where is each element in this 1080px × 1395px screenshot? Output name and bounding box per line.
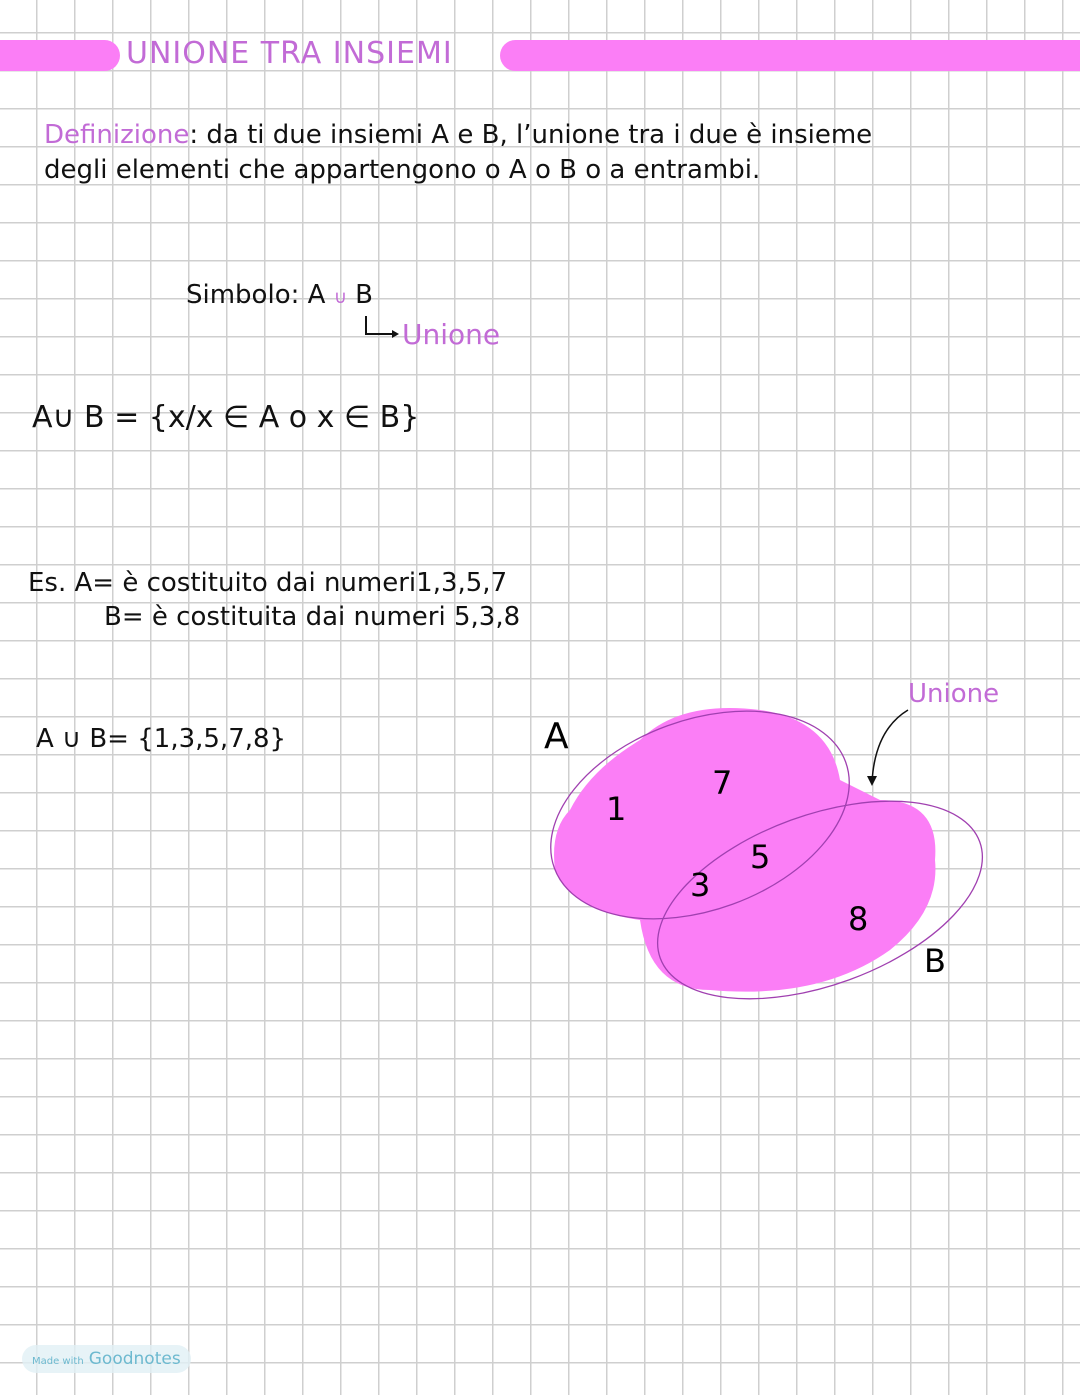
arrow-icon bbox=[362, 314, 402, 340]
union-symbol: ∪ bbox=[333, 287, 347, 308]
definition-line-1 bbox=[44, 120, 872, 150]
union-arrow-label: Unione bbox=[908, 679, 1000, 709]
goodnotes-badge bbox=[22, 1345, 191, 1373]
element-5: 5 bbox=[750, 838, 771, 876]
example-line-1: Es. A= è costituito dai numeri1,3,5,7 bbox=[28, 568, 508, 598]
definition-line-2: degli elementi che appartengono o A o B o a entrambi. bbox=[44, 155, 761, 185]
element-8: 8 bbox=[848, 900, 869, 938]
venn-diagram bbox=[530, 670, 1030, 1020]
badge-brand: Goodnotes bbox=[88, 1349, 181, 1369]
example-line-2: B= è costituita dai numeri 5,3,8 bbox=[104, 602, 521, 632]
title-bar-right bbox=[500, 40, 1080, 71]
element-3: 3 bbox=[690, 866, 711, 904]
union-label: Unione bbox=[402, 318, 501, 351]
symbol-label: Simbolo: A bbox=[186, 280, 326, 310]
title-bar-left bbox=[0, 40, 120, 71]
symbol-b: B bbox=[355, 280, 373, 310]
element-7: 7 bbox=[712, 764, 733, 802]
formula: A∪ B = {x/x ∈ A o x ∈ B} bbox=[32, 400, 420, 435]
definition-text: : da ti due insiemi A e B, l’unione tra i due è insieme bbox=[189, 120, 873, 150]
union-fill bbox=[554, 708, 935, 992]
label-b: B bbox=[924, 942, 946, 980]
badge-small: Made with bbox=[32, 1356, 84, 1367]
label-a: A bbox=[544, 716, 569, 757]
page-title: UNIONE TRA INSIEMI bbox=[126, 36, 453, 71]
symbol-line bbox=[186, 280, 373, 310]
definition-label: Definizione bbox=[44, 120, 190, 150]
result-formula: A ∪ B= {1,3,5,7,8} bbox=[36, 724, 287, 754]
element-1: 1 bbox=[606, 790, 627, 828]
